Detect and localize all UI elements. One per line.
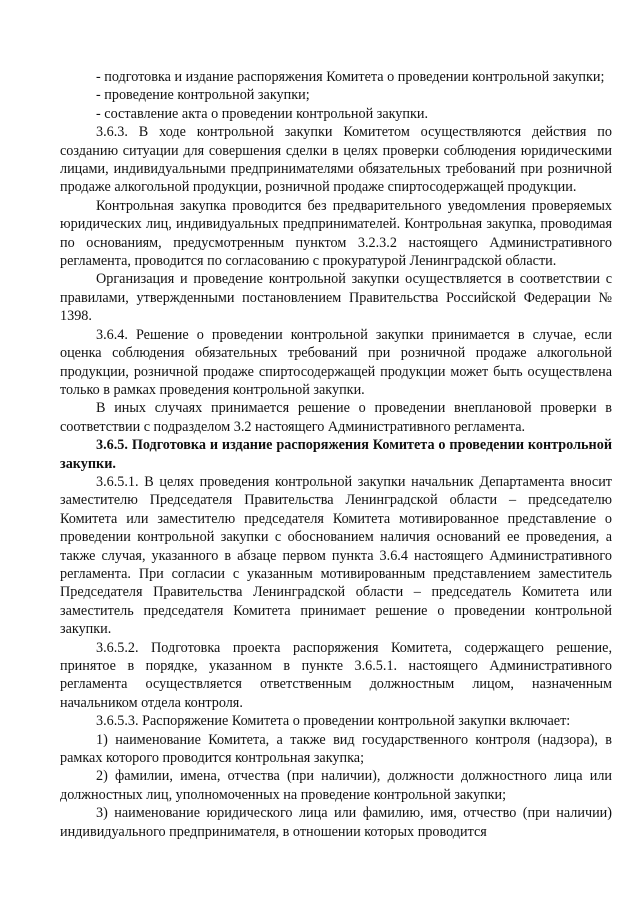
section-heading-3-6-5: 3.6.5. Подготовка и издание распоряжения Комитета о проведении контрольной закупки. bbox=[60, 437, 612, 472]
paragraph-list-item: - составление акта о проведении контрольной закупки. bbox=[96, 105, 429, 122]
paragraph-3-6-3: 3.6.3. В ходе контрольной закупки Комитетом осуществляются действия по созданию ситуации для совершения сделки в целях проверки соблюдения юридическими лицами, индивидуальными предпринимателями обязательных требований при розничной продаже алкогольной продукции, розничной продаже спиртосодержащей продукции. bbox=[60, 124, 612, 196]
paragraph: Организация и проведение контрольной закупки осуществляется в соответствии с правилами, утвержденными постановлением Правительства Российской Федерации № 1398. bbox=[60, 271, 612, 325]
paragraph-list-item: - проведение контрольной закупки; bbox=[96, 87, 310, 104]
paragraph-list-item: - подготовка и издание распоряжения Комитета о проведении контрольной закупки; bbox=[96, 69, 605, 85]
paragraph-3-6-5-2: 3.6.5.2. Подготовка проекта распоряжения Комитета, содержащего решение, принятое в порядке, указанном в пункте 3.6.5.1. настоящего Административного регламента осуществляется ответственным должностным лицом, назначенным начальником отдела контроля. bbox=[60, 639, 612, 711]
paragraph: Контрольная закупка проводится без предварительного уведомления проверяемых юридических лиц, индивидуальных предпринимателей. Контрольная закупка, проводимая по основаниям, предусмотренным пунктом 3.2.3.2 настоящего Административного регламента, проводится по согласованию с прокуратурой Ленинградской области. bbox=[60, 197, 612, 270]
list-item-3: 3) наименование юридического лица или фамилию, имя, отчество (при наличии) индивидуального предпринимателя, в отношении которых проводится bbox=[60, 805, 612, 840]
paragraph-3-6-5-1: 3.6.5.1. В целях проведения контрольной закупки начальник Департамента вносит заместителю Председателя Правительства Ленинградской области – председателю Комитета или заместителю председателя Комитета мотивированное представление о проведении контрольной закупки с обоснованием наличия оснований ее проведения, а также случая, указанного в абзаце первом пункта 3.6.4 настоящего Административного регламента. При согласии с указанным мотивированным представлением заместитель Председателя Правительства Ленинградской области – председатель Комитета или заместитель председателя Комитета принимает решение о проведении контрольной закупки. bbox=[60, 473, 612, 638]
list-item-1: 1) наименование Комитета, а также вид государственного контроля (надзора), в рамках которого проводится контрольная закупка; bbox=[60, 731, 612, 767]
paragraph: В иных случаях принимается решение о проведении внеплановой проверки в соответствии с подразделом 3.2 настоящего Административного регламента. bbox=[60, 400, 612, 435]
paragraph-3-6-4: 3.6.4. Решение о проведении контрольной закупки принимается в случае, если оценка соблюдения обязательных требований при розничной продаже алкогольной продукции, розничной продаже спиртосодержащей продукции может быть осуществлена только в рамках проведения контрольной закупки. bbox=[60, 326, 612, 398]
list-item-2: 2) фамилии, имена, отчества (при наличии), должности должностного лица или должностных лиц, уполномоченных на проведение контрольной закупки; bbox=[60, 768, 612, 803]
document-body bbox=[60, 68, 612, 841]
paragraph-3-6-5-3: 3.6.5.3. Распоряжение Комитета о проведении контрольной закупки включает: bbox=[96, 713, 571, 730]
